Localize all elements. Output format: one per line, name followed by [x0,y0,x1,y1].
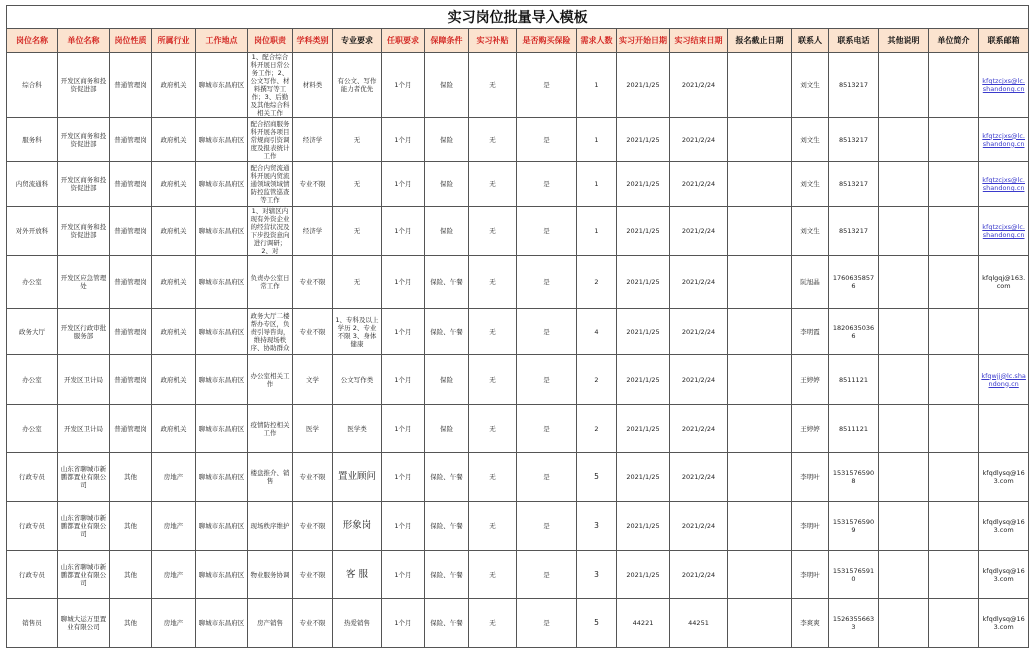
table-cell: 保险 [425,355,469,405]
column-header: 联系人 [792,29,829,53]
table-row [7,53,1029,118]
table-cell: 18206350366 [829,309,879,355]
table-cell: 其他 [110,502,152,551]
column-header: 所属行业 [152,29,196,53]
table-row [7,162,1029,207]
table-cell: 无 [469,453,517,502]
table-cell: 其他 [110,599,152,648]
table-cell: 4 [577,309,617,355]
table-cell [929,453,979,502]
table-cell: 政府机关 [152,207,196,256]
column-header: 工作地点 [196,29,248,53]
table-cell: 聊城市东昌府区 [196,551,248,599]
table-cell: 服务科 [7,118,58,162]
table-cell: 2021/1/25 [617,53,670,118]
table-cell: 聊城市东昌府区 [196,118,248,162]
table-cell: 对外开放科 [7,207,58,256]
table-cell [728,309,792,355]
table-cell: 文学 [293,355,333,405]
spreadsheet [6,5,1026,659]
table-cell: 山东省聊城市新鹏都置业有限公司 [58,453,110,502]
table-cell: 政务大厅二楼帮办专区，负责引导咨询，维持现场秩序、协助群众 [248,309,293,355]
table-cell [929,551,979,599]
table-cell: 2021/1/25 [617,207,670,256]
table-cell: 配合招商服务科开展各项目常规商引资调度及报表统计工作 [248,118,293,162]
table-cell: 是 [517,502,577,551]
table-cell: 专业不限 [293,502,333,551]
table-row [7,207,1029,256]
table-cell: 办公室 [7,256,58,309]
table-cell: 聊城市东昌府区 [196,256,248,309]
table-cell: 2 [577,256,617,309]
table-cell: 刘文生 [792,118,829,162]
table-cell: 无 [469,162,517,207]
table-cell [879,551,929,599]
table-cell: kfqdlysq@163.com [979,551,1029,599]
table-cell: 山东省聊城市新鹏都置业有限公司 [58,551,110,599]
table-cell [879,405,929,453]
table-cell: 2021/1/25 [617,118,670,162]
table-cell: 8513217 [829,207,879,256]
table-cell: 2021/1/25 [617,405,670,453]
table-cell: 房地产 [152,453,196,502]
table-cell: 医学类 [333,405,382,453]
table-cell: 办公室相关工作 [248,355,293,405]
table-cell [979,405,1029,453]
table-cell: 是 [517,309,577,355]
table-row [7,405,1029,453]
column-header: 需求人数 [577,29,617,53]
table-cell: 是 [517,405,577,453]
table-cell: 政府机关 [152,162,196,207]
table-cell: 疫情防控相关工作 [248,405,293,453]
table-cell: 无 [333,207,382,256]
table-cell: 8511121 [829,405,879,453]
table-cell: 王婷婷 [792,355,829,405]
column-header: 实习结束日期 [670,29,728,53]
table-cell: 专业不限 [293,453,333,502]
table-cell: 专业不限 [293,162,333,207]
table-cell: 2021/2/24 [670,118,728,162]
column-header: 是否购买保险 [517,29,577,53]
table-cell: 内贸流通科 [7,162,58,207]
table-cell: 1个月 [382,405,425,453]
table-cell: 王婷婷 [792,405,829,453]
table-row [7,599,1029,648]
table-cell: 普通管理岗 [110,309,152,355]
column-header: 其他说明 [879,29,929,53]
table-cell: 8513217 [829,118,879,162]
table-cell [879,207,929,256]
table-cell: 李明霞 [792,309,829,355]
table-cell [879,53,929,118]
table-cell: 普通管理岗 [110,405,152,453]
table-cell: 保险、午餐 [425,309,469,355]
table-cell: 2021/1/25 [617,551,670,599]
table-row [7,309,1029,355]
table-cell: 李明叶 [792,453,829,502]
table-cell: kfqtzcjxs@lc.shandong.cn [979,53,1029,118]
table-cell: 李明叶 [792,551,829,599]
table-cell [728,118,792,162]
column-header: 保障条件 [425,29,469,53]
table-row [7,118,1029,162]
table-cell: 热爱销售 [333,599,382,648]
table-cell [929,118,979,162]
table-cell: 楼盘推介、销售 [248,453,293,502]
table-cell: 保险 [425,405,469,453]
table-cell: kfqtzcjxs@lc.shandong.cn [979,118,1029,162]
table-row [7,355,1029,405]
table-cell: 房地产 [152,551,196,599]
table-cell: 材料类 [293,53,333,118]
table-cell [728,405,792,453]
table-cell: 1个月 [382,207,425,256]
table-cell: 1、专科及以上学历 2、专业不限 3、身体健康 [333,309,382,355]
table-cell: 无 [469,599,517,648]
table-cell: 是 [517,162,577,207]
table-cell [879,453,929,502]
column-header: 实习补贴 [469,29,517,53]
table-cell: 销售员 [7,599,58,648]
table-cell: 2021/2/24 [670,355,728,405]
table-cell: 聊城市东昌府区 [196,162,248,207]
table-cell: 2021/2/24 [670,207,728,256]
table-cell: 是 [517,599,577,648]
table-cell: 物业服务协调 [248,551,293,599]
table-cell: 保险、午餐 [425,599,469,648]
table-cell: 专业不限 [293,599,333,648]
table-cell: 聊城市东昌府区 [196,53,248,118]
column-header: 专业要求 [333,29,382,53]
table-cell: 8513217 [829,53,879,118]
column-header: 任职要求 [382,29,425,53]
table-cell: 2021/1/25 [617,162,670,207]
column-header: 岗位性质 [110,29,152,53]
table-cell: 李明叶 [792,502,829,551]
table-cell: 聊城市东昌府区 [196,309,248,355]
table-cell: 无 [469,53,517,118]
table-row [7,502,1029,551]
table-cell: 专业不限 [293,309,333,355]
table-cell: 2021/1/25 [617,453,670,502]
table-cell: 普通管理岗 [110,162,152,207]
table-cell: kfqdlysq@163.com [979,599,1029,648]
table-cell: 无 [469,405,517,453]
table-cell: 2021/2/24 [670,453,728,502]
table-cell [879,118,929,162]
table-cell: 办公室 [7,355,58,405]
table-cell: 1个月 [382,162,425,207]
table-cell [929,599,979,648]
table-cell: 客 服 [333,551,382,599]
table-cell: 政府机关 [152,53,196,118]
table-cell: 2021/2/24 [670,53,728,118]
table-cell: 聊城市东昌府区 [196,405,248,453]
column-header: 单位名称 [58,29,110,53]
table-cell: 刘文生 [792,162,829,207]
table-cell [879,599,929,648]
table-body [7,53,1029,648]
table-cell [728,453,792,502]
table-cell: 李爽爽 [792,599,829,648]
table-cell [879,502,929,551]
table-cell: 1个月 [382,453,425,502]
column-header: 联系邮箱 [979,29,1029,53]
table-cell: 其他 [110,551,152,599]
table-cell: 无 [333,256,382,309]
table-cell [728,207,792,256]
table-cell: 聊城市东昌府区 [196,355,248,405]
table-cell: kfqdlysq@163.com [979,453,1029,502]
table-cell: 聊城大运万里置业有限公司 [58,599,110,648]
table-cell: 44251 [670,599,728,648]
table-cell [728,502,792,551]
table-cell: 1个月 [382,551,425,599]
internship-table [6,5,1029,648]
table-cell: 17606358576 [829,256,879,309]
table-cell: 1 [577,162,617,207]
table-cell: 5 [577,599,617,648]
table-cell: 是 [517,453,577,502]
table-cell [879,256,929,309]
table-cell: 政府机关 [152,355,196,405]
table-cell: 行政专员 [7,551,58,599]
table-cell: 8511121 [829,355,879,405]
table-cell: 8513217 [829,162,879,207]
table-cell: 行政专员 [7,453,58,502]
table-cell: 3 [577,502,617,551]
table-cell: 聊城市东昌府区 [196,502,248,551]
table-cell: 政府机关 [152,405,196,453]
table-cell [929,405,979,453]
table-cell: 2021/2/24 [670,502,728,551]
table-cell [879,162,929,207]
table-cell: 阮旭晶 [792,256,829,309]
table-cell: 保险、午餐 [425,502,469,551]
table-cell: kfqdlysq@163.com [979,502,1029,551]
table-cell: 开发区卫计局 [58,355,110,405]
table-cell: 15315765910 [829,551,879,599]
table-cell: 15315765908 [829,453,879,502]
table-cell: 15263556633 [829,599,879,648]
table-cell: 无 [333,118,382,162]
table-cell [979,309,1029,355]
table-cell: 保险 [425,53,469,118]
table-cell: 经济学 [293,118,333,162]
table-cell [728,551,792,599]
table-cell [728,355,792,405]
table-cell: 其他 [110,453,152,502]
table-cell: kfqtzcjxs@lc.shandong.cn [979,162,1029,207]
table-cell: 2021/2/24 [670,162,728,207]
table-cell: 政府机关 [152,309,196,355]
table-cell: 行政专员 [7,502,58,551]
table-cell: 开发区商务和投资促进部 [58,118,110,162]
table-cell: 1个月 [382,599,425,648]
table-cell: 是 [517,551,577,599]
table-row [7,256,1029,309]
table-cell: 2021/2/24 [670,551,728,599]
table-cell: 房地产 [152,599,196,648]
column-header: 岗位职责 [248,29,293,53]
table-cell: 3 [577,551,617,599]
table-cell: 公文写作类 [333,355,382,405]
table-cell: 2021/1/25 [617,355,670,405]
table-cell: 保险、午餐 [425,256,469,309]
table-cell: 形象岗 [333,502,382,551]
table-cell [929,256,979,309]
table-cell: 开发区商务和投资促进部 [58,162,110,207]
table-cell: 15315765909 [829,502,879,551]
table-cell [879,309,929,355]
sheet-title: 实习岗位批量导入模板 [7,6,1029,29]
table-cell: 是 [517,53,577,118]
table-cell [929,502,979,551]
table-cell: 1、配合综合科开展日常公务工作；2、公文写作、材料撰写等工作；3、后勤及其他综合科相关工作 [248,53,293,118]
column-header: 报名截止日期 [728,29,792,53]
table-cell: 房地产 [152,502,196,551]
table-cell: 是 [517,118,577,162]
table-cell: 1个月 [382,309,425,355]
table-cell: 普通管理岗 [110,118,152,162]
table-cell: 办公室 [7,405,58,453]
table-cell: 1个月 [382,256,425,309]
table-cell: kfqwjj@lc.shandong.cn [979,355,1029,405]
column-header: 学科类别 [293,29,333,53]
table-cell: 聊城市东昌府区 [196,453,248,502]
table-cell: 保险、午餐 [425,453,469,502]
table-cell: 是 [517,256,577,309]
table-cell: kfqtzcjxs@lc.shandong.cn [979,207,1029,256]
column-header: 岗位名称 [7,29,58,53]
table-cell: 政务大厅 [7,309,58,355]
table-cell [728,162,792,207]
table-cell: 无 [333,162,382,207]
table-cell: 政府机关 [152,256,196,309]
table-cell [728,256,792,309]
table-cell: 无 [469,256,517,309]
table-cell: 山东省聊城市新鹏都置业有限公司 [58,502,110,551]
table-cell: 普通管理岗 [110,53,152,118]
table-cell: 44221 [617,599,670,648]
table-cell: 保险 [425,207,469,256]
table-cell: 现场秩序维护 [248,502,293,551]
table-cell: 开发区行政审批服务部 [58,309,110,355]
table-cell: 普通管理岗 [110,207,152,256]
table-cell: 专业不限 [293,551,333,599]
table-cell: 保险、午餐 [425,551,469,599]
table-cell: 无 [469,355,517,405]
table-cell: 医学 [293,405,333,453]
table-cell: 负责办公室日常工作 [248,256,293,309]
table-cell: 开发区应急管理处 [58,256,110,309]
table-cell [929,53,979,118]
column-header: 实习开始日期 [617,29,670,53]
table-cell: 1 [577,207,617,256]
table-cell: 1个月 [382,355,425,405]
column-header: 联系电话 [829,29,879,53]
table-cell [728,53,792,118]
table-cell: 普通管理岗 [110,355,152,405]
table-cell [728,599,792,648]
table-cell: 2021/1/25 [617,309,670,355]
table-cell: 无 [469,207,517,256]
table-cell: 有公文、写作能力者优先 [333,53,382,118]
table-cell: 聊城市东昌府区 [196,599,248,648]
table-cell: 2021/2/24 [670,405,728,453]
table-cell [879,355,929,405]
table-cell: 1 [577,118,617,162]
table-cell: 置业顾问 [333,453,382,502]
table-cell [929,309,979,355]
table-cell: 1、对辖区内现有外资企业的经营状况及下步投资意向进行调研；2、对 [248,207,293,256]
table-cell: 保险 [425,162,469,207]
table-cell: 政府机关 [152,118,196,162]
table-cell: 聊城市东昌府区 [196,207,248,256]
table-cell: 2021/2/24 [670,309,728,355]
table-cell: kfqlgqj@163.com [979,256,1029,309]
table-cell: 2 [577,355,617,405]
header-row [7,29,1029,53]
table-cell: 1个月 [382,53,425,118]
table-cell: 刘文生 [792,207,829,256]
table-cell: 房产销售 [248,599,293,648]
column-header: 单位简介 [929,29,979,53]
table-cell: 1个月 [382,118,425,162]
table-cell [929,207,979,256]
table-cell: 综合科 [7,53,58,118]
table-cell: 保险 [425,118,469,162]
table-cell: 2021/1/25 [617,256,670,309]
table-cell: 开发区商务和投资促进部 [58,207,110,256]
table-cell: 无 [469,502,517,551]
table-cell: 经济学 [293,207,333,256]
table-cell: 开发区卫计局 [58,405,110,453]
table-cell: 1 [577,53,617,118]
table-cell: 普通管理岗 [110,256,152,309]
table-cell: 配合内贸流通科开展内贸流通领域领域情防控监管巡查等工作 [248,162,293,207]
table-cell: 刘文生 [792,53,829,118]
table-cell: 2021/2/24 [670,256,728,309]
table-cell: 无 [469,118,517,162]
table-cell [929,355,979,405]
table-cell: 开发区商务和投资促进部 [58,53,110,118]
table-cell: 5 [577,453,617,502]
table-cell: 1个月 [382,502,425,551]
table-cell: 无 [469,551,517,599]
table-cell: 2 [577,405,617,453]
table-cell [929,162,979,207]
table-cell: 2021/1/25 [617,502,670,551]
table-cell: 是 [517,207,577,256]
table-row [7,551,1029,599]
table-cell: 专业不限 [293,256,333,309]
table-cell: 无 [469,309,517,355]
table-row [7,453,1029,502]
table-cell: 是 [517,355,577,405]
